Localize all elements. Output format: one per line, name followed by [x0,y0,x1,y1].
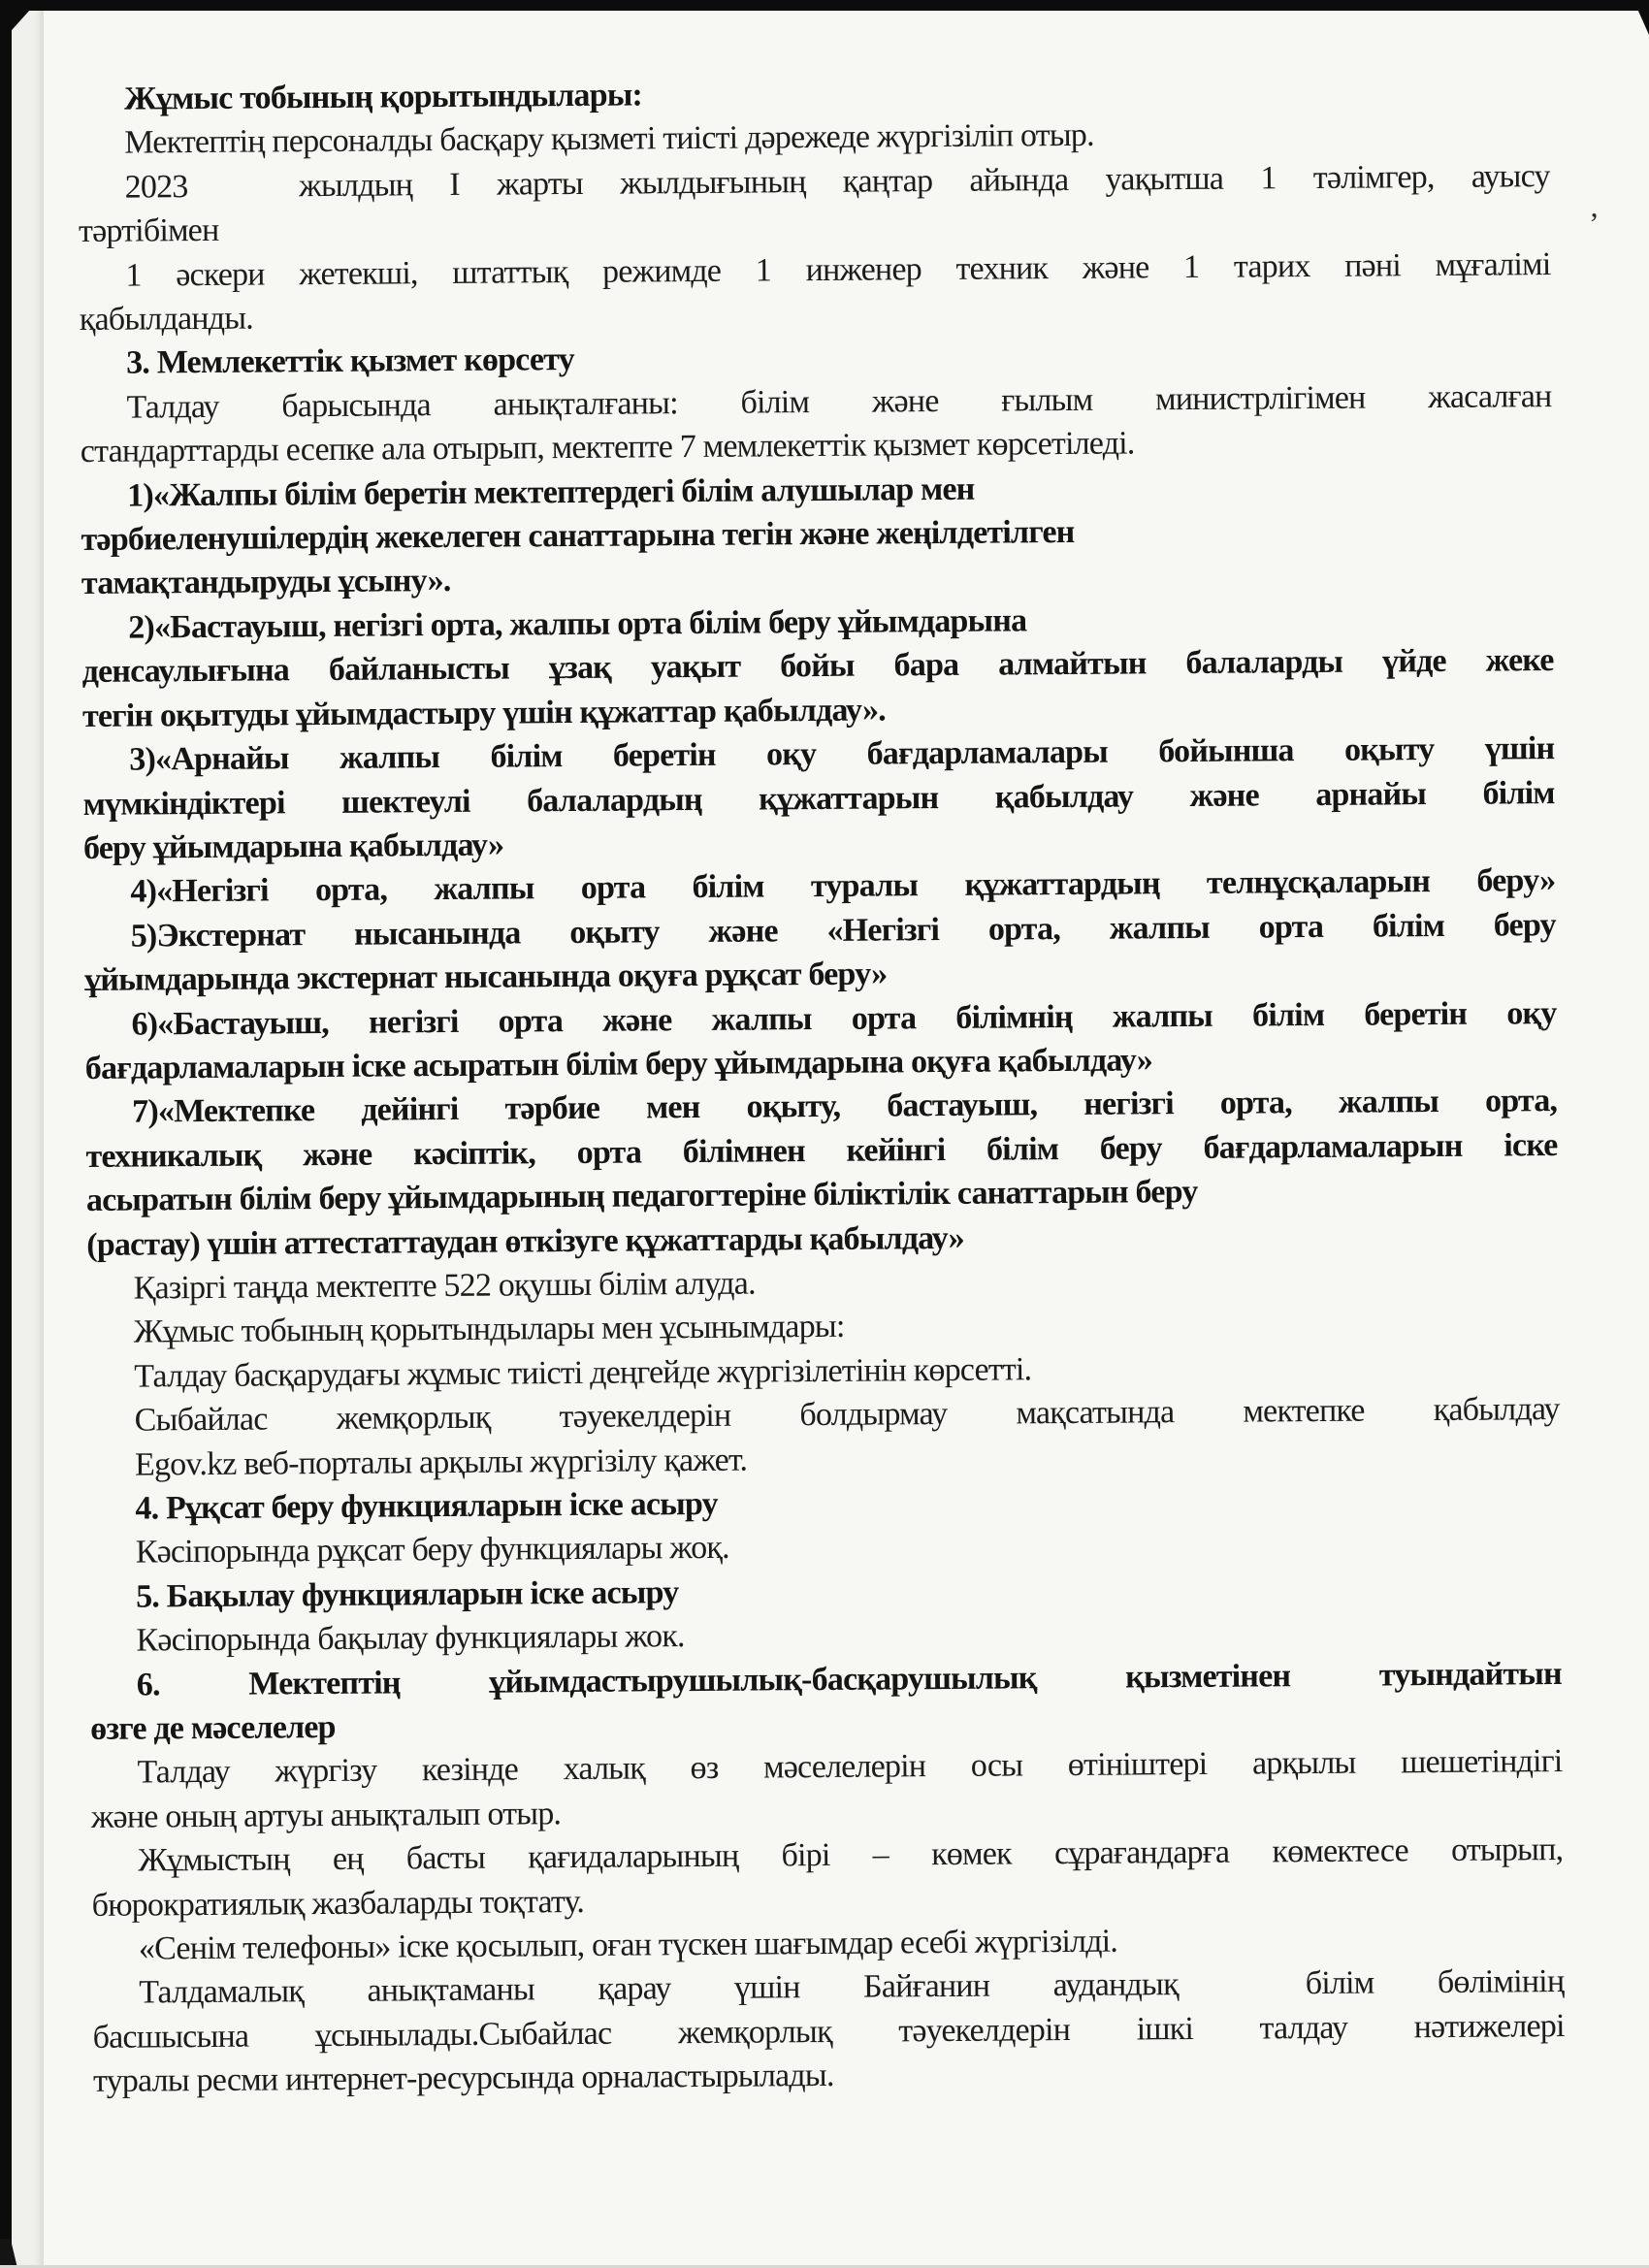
text-line: 1 әскери жетекші, штаттық режимде 1 инженер техник және 1 тарих пәні мұғалімі [125,245,1551,294]
text-line: Мектептің персоналды басқару қызметі тиісті дәрежеде жүргізіліп отыр. [124,117,1094,162]
text-line: 2023 жылдың I жарты жылдығының қаңтар айында уақытша 1 тәлімгер, ауысу [124,157,1550,206]
scan-left-paper-edge [12,0,44,2268]
scan-top-black-edge [0,0,1649,11]
text-line: 7)«Мектепке дейінгі тәрбие мен оқыту, бастауыш, негізгі орта, жалпы орта, [132,1083,1558,1130]
text-line: Кәсіпорында бақылау функциялары жок. [136,1618,685,1659]
text-line: 4. Рұқсат беру функцияларын іске асыру [135,1485,718,1527]
text-line: Талдамалық анықтаманы қарау үшін Байғанин аудандық білім бөлімінің [139,1963,1565,2012]
text-line: 5. Бақылау функцияларын іске асыру [135,1573,679,1615]
text-line: басшысына ұсынылады.Сыбайлас жемқорлық тәуекелдерін ішкі талдау нәтижелері [92,2007,1565,2056]
text-line: қабылданды. [79,300,254,339]
text-line: Жұмыс тобының қорытындылары: [123,77,643,117]
text-line: 2)«Бастауыш, негізгі орта, жалпы орта білім беру ұйымдарына [128,602,1027,646]
text-line: туралы ресми интернет-ресурсында орналастырылады. [92,2057,834,2100]
text-line: 5)Экстернат нысанында оқыту және «Негізгі орта, жалпы орта білім беру [130,906,1556,955]
text-line: техникалық және кәсіптік, орта білімнен кейінгі білім беру бағдарламаларын іске [85,1126,1558,1175]
text-line: асыратын білім беру ұйымдарының педагогтеріне біліктілік санаттарын беру [85,1174,1198,1219]
text-line: 3)«Арнайы жалпы білім беретін оқу бағдарламалары бойынша оқыту үшін [129,730,1555,778]
text-line: Сыбайлас жемқорлық тәуекелдерін болдырмау мақсатында мектепке қабылдау [134,1391,1560,1439]
text-line: 6)«Бастауыш, негізгі орта және жалпы орта білімнің жалпы білім беретін оқу [131,994,1557,1043]
text-line: бағдарламаларын іске асыратын білім беру ұйымдарына оқуға қабылдау» [84,1042,1153,1086]
stray-ink-mark: ’ [1589,206,1600,241]
document-text [78,66,1565,2104]
text-line: Жұмыс тобының қорытындылары мен ұсынымдары: [133,1309,845,1350]
text-line: мүмкіндіктері шектеулі балалардың құжаттарын қабылдау және арнайы білім [82,774,1555,823]
text-line: 4)«Негізгі орта, жалпы орта білім туралы құжаттардың телнұсқаларын беру» [130,862,1556,910]
text-line: Жұмыстың ең басты қағидаларының бірі – көмек сұрағандарға көмектесе отырып, [138,1831,1564,1879]
text-line: Қазіргі таңда мектепте 522 оқушы білім алуда. [133,1265,756,1307]
text-line: бюрократиялық жазбаларды тоқтату. [91,1883,585,1924]
text-line: ұйымдарында экстернат нысанында оқуға рұқсат беру» [83,956,888,999]
text-line: өзге де мәселелер [90,1708,336,1747]
text-line: Талдау басқарудағы жұмыс тиісті деңгейде жүргізілетінін көрсетті. [134,1351,1032,1395]
scan-top-right-corner [1633,0,1649,35]
text-line: (растау) үшін аттестаттаудан өткізуге құжаттарды қабылдау» [86,1219,965,1263]
text-line: денсаулығына байланысты ұзақ уақыт бойы бара алмайтын балаларды үйде жеке [81,642,1554,691]
text-line: Кәсіпорында рұқсат беру функциялары жоқ. [135,1530,729,1571]
text-line: 1)«Жалпы білім беретін мектептердегі білім алушылар мен [127,470,975,514]
text-line: «Сенім телефоны» іске қосылып, оған түскен шағымдар есебі жүргізілді. [138,1923,1118,1967]
scan-left-black-edge [0,0,12,2268]
text-line: тегін оқытуды ұйымдастыру үшін құжаттар қабылдау». [81,692,887,734]
text-line: және оның артуы анықталып отыр. [90,1795,562,1835]
text-line: тәрбиеленушілердің жекелеген санаттарына тегін және жеңілдетілген [81,513,1075,559]
text-line: тамақтандыруды ұсыну». [81,563,451,602]
text-line: Egov.kz веб-порталы арқылы жүргізілу қажет. [134,1442,748,1483]
text-line: 6. Мектептің ұйымдастырушылық-басқарушылық қызметінен туындайтын [136,1655,1562,1703]
text-line: беру ұйымдарына қабылдау» [82,826,504,866]
text-line: стандарттарды есепке ала отырып, мектепте 7 мемлекеттік қызмет көрсетіледі. [80,425,1135,470]
text-line: Талдау барысында анықталғаны: білім және ғылым министрлігімен жасалған [126,377,1552,426]
text-line: тәртібімен [78,212,219,250]
text-line: 3. Мемлекеттік қызмет көрсету [125,341,575,382]
text-line: Талдау жүргізу кезінде халық өз мәселелерін осы өтініштері арқылы шешетіндігі [137,1743,1563,1791]
